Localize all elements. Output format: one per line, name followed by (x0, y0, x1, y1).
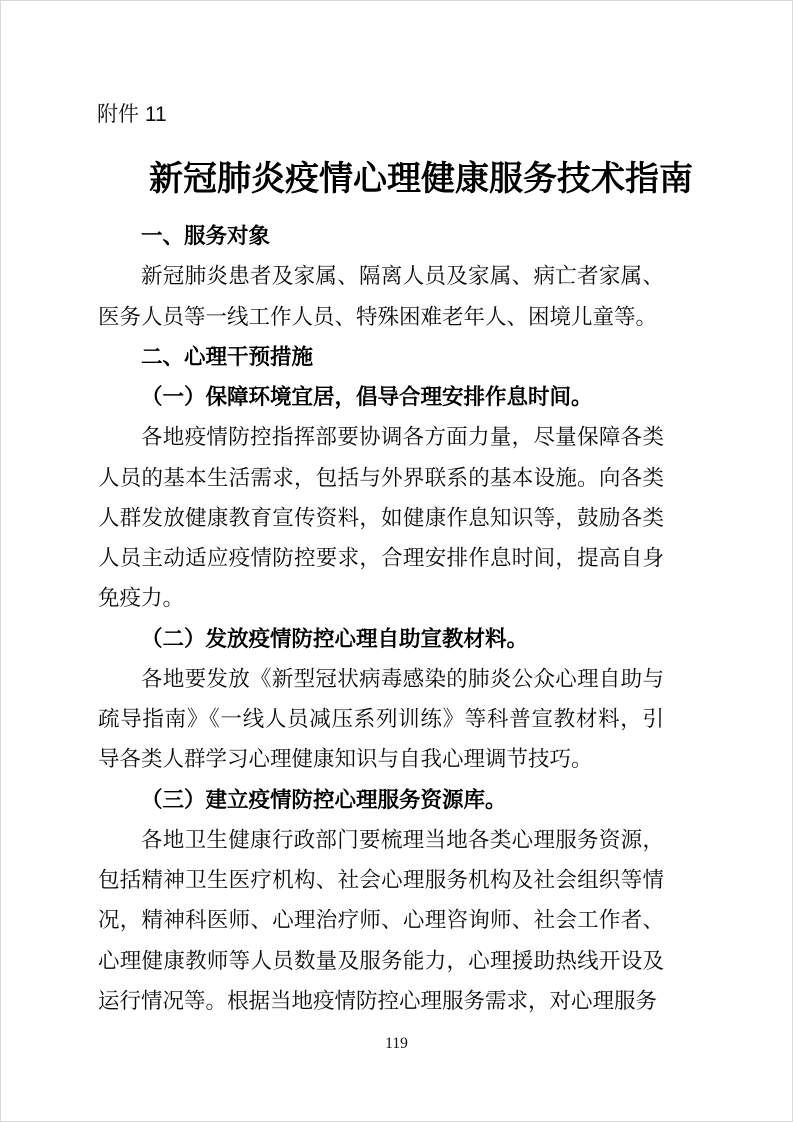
section-heading-intervention-measures: 二、心理干预措施 (141, 344, 314, 369)
attachment-label: 附件 11 (97, 103, 167, 126)
document-body (98, 216, 664, 1021)
section-heading-service-targets: 一、服务对象 (141, 224, 271, 248)
body-paragraph: 各地要发放《新型冠状病毒感染的肺炎公众心理自助与疏导指南》《一线人员减压系列训练》等科普宣教材料，引导各类人群学习心理健康知识与自我心理调节技巧。 (98, 666, 664, 772)
body-paragraph: 新冠肺炎患者及家属、隔离人员及家属、病亡者家属、医务人员等一线工作人员、特殊困难老年人、困境儿童等。 (98, 264, 664, 329)
page-title: 新冠肺炎疫情心理健康服务技术指南 (149, 160, 693, 198)
body-paragraph: 各地疫情防控指挥部要协调各方面力量，尽量保障各类人员的基本生活需求，包括与外界联系的基本设施。向各类人群发放健康教育宣传资料，如健康作息知识等，鼓励各类人员主动适应疫情防控要求，合理安排作息时间，提高自身免疫力。 (98, 425, 664, 611)
subsection-heading-3: （三）建立疫情防控心理服务资源库。 (141, 787, 507, 812)
subsection-heading-1: （一）保障环境宜居，倡导合理安排作息时间。 (141, 385, 593, 409)
subsection-heading-2: （二）发放疫情防控心理自助宣教材料。 (141, 626, 529, 651)
page-number: 119 (385, 1035, 408, 1052)
body-paragraph: 各地卫生健康行政部门要梳理当地各类心理服务资源，包括精神卫生医疗机构、社会心理服务机构及社会组织等情况，精神科医师、心理治疗师、心理咨询师、社会工作者、心理健康教师等人员数量及服务能力，心理援助热线开设及运行情况等。根据当地疫情防控心理服务需求，对心理服务 (98, 827, 664, 1013)
